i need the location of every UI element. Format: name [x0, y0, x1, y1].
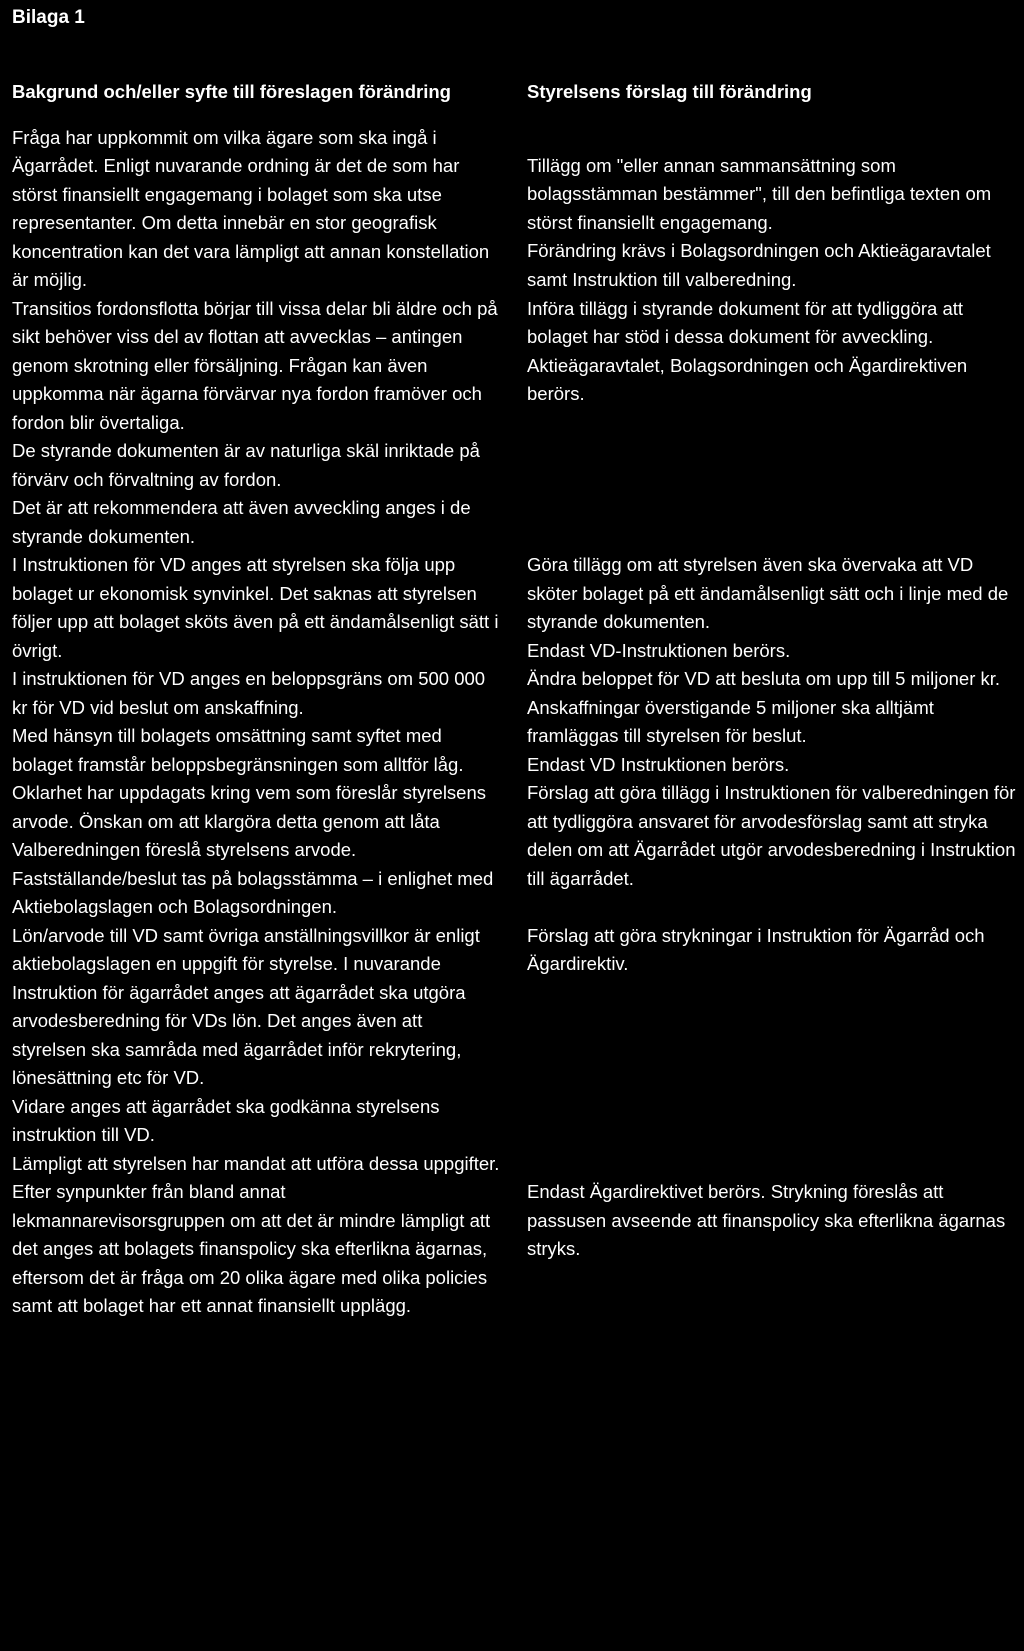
- background-paragraph: I Instruktionen för VD anges att styrelsen ska följa upp bolaget ur ekonomisk synvinkel. Det saknas att styrelsen följer upp att bolaget sköts även på ett ändamålsenligt sätt i övrigt.: [12, 554, 499, 661]
- proposal-paragraph: Aktieägaravtalet, Bolagsordningen och Ägardirektiven berörs.: [527, 354, 968, 404]
- proposal-paragraph: Införa tillägg i styrande dokument för att tydliggöra att bolaget har stöd i dessa dokument för avveckling.: [527, 297, 964, 347]
- proposal-paragraph: Förändring krävs i Bolagsordningen och Aktieägaravtalet samt Instruktion till valberedning.: [527, 240, 991, 290]
- background-paragraph: Lämpligt att styrelsen har mandat att utföra dessa uppgifter.: [12, 1152, 500, 1174]
- proposal-row: [527, 665, 1019, 779]
- background-paragraph: Transitios fordonsflotta börjar till vissa delar bli äldre och på sikt behöver viss del av flottan att avvecklas – antingen genom skrotning eller försäljning. Frågan kan även uppkomma när ägarna förvärvar nya fordon framöver och fordon blir övertaliga.: [12, 297, 498, 433]
- background-row: [12, 779, 500, 922]
- proposal-row: [527, 295, 1019, 409]
- proposal-paragraph: Endast VD Instruktionen berörs.: [527, 753, 790, 775]
- proposal-paragraph: Förslag att göra tillägg i Instruktionen för valberedningen för att tydliggöra ansvaret för arvodesförslag samt att stryka delen om att Ägarrådet utgör arvodesberedning i Instruktion till ägarrådet.: [527, 782, 1016, 889]
- proposal-row: [527, 922, 1019, 979]
- column-heading-background: Bakgrund och/eller syfte till föreslagen förändring: [12, 81, 451, 102]
- proposal-row: [527, 551, 1019, 665]
- background-paragraph: Oklarhet har uppdagats kring vem som föreslår styrelsens arvode. Önskan om att klargöra detta genom att låta Valberedningen föreslå styrelsens arvode. Fastställande/beslut tas på bolagsstämma – i enlighet med Aktiebolagslagen och Bolagsordningen.: [12, 782, 494, 917]
- background-paragraph: Med hänsyn till bolagets omsättning samt syftet med bolaget framstår beloppsbegränsningen som alltför låg.: [12, 725, 464, 775]
- proposal-paragraph: Förslag att göra strykningar i Instruktion för Ägarråd och Ägardirektiv.: [527, 924, 985, 974]
- background-rows: [12, 124, 500, 1321]
- background-row: [12, 1178, 500, 1321]
- background-row: [12, 124, 500, 295]
- proposal-row: [527, 152, 1019, 295]
- background-row: [12, 551, 500, 665]
- background-paragraph: Lön/arvode till VD samt övriga anställningsvillkor är enligt aktiebolagslagen en uppgift för styrelse. I nuvarande Instruktion för ägarrådet anges att ägarrådet ska utgöra arvodesberedning för VDs lön. Det anges även att styrelsen ska samråda med ägarrådet inför rekrytering, lönesättning etc för VD.: [12, 924, 480, 1088]
- background-row: [12, 922, 500, 1179]
- proposal-paragraph: Tillägg om "eller annan sammansättning som bolagsstämman bestämmer", till den befintliga texten om störst finansiellt engagemang.: [527, 154, 992, 233]
- proposal-rows: [527, 152, 1019, 1264]
- background-paragraph: Efter synpunkter från bland annat lekmannarevisorsgruppen om att det är mindre lämpligt att det anges att bolagets finanspolicy ska efterlikna ägarnas, eftersom det är fråga om 20 olika ägare med olika policies samt att bolaget har ett annat finansiellt upplägg.: [12, 1181, 491, 1316]
- proposal-paragraph: Endast Ägardirektivet berörs. Strykning föreslås att passusen avseende att finanspolicy ska efterlikna ägarnas stryks.: [527, 1181, 1006, 1259]
- background-paragraph: De styrande dokumenten är av naturliga skäl inriktade på förvärv och förvaltning av fordon.: [12, 440, 480, 490]
- proposal-paragraph: Ändra beloppet för VD att besluta om upp till 5 miljoner kr. Anskaffningar överstigande 5 miljoner ska alltjämt framläggas till styrelsen för beslut.: [527, 668, 1001, 746]
- background-row: [12, 295, 500, 552]
- background-paragraph: Fråga har uppkommit om vilka ägare som ska ingå i Ägarrådet. Enligt nuvarande ordning är det de som har störst finansiellt engagemang i bolaget som ska utse representanter. Om detta innebär en stor geografisk koncentration kan det vara lämpligt att annan konstellation är möjlig.: [12, 126, 490, 290]
- proposal-paragraph: Endast VD-Instruktionen berörs.: [527, 639, 791, 661]
- background-paragraph: I instruktionen för VD anges en beloppsgräns om 500 000 kr för VD vid beslut om anskaffning.: [12, 668, 486, 718]
- proposal-row: [527, 1178, 1019, 1264]
- proposal-row: [527, 779, 1019, 893]
- background-paragraph: Vidare anges att ägarrådet ska godkänna styrelsens instruktion till VD.: [12, 1095, 440, 1145]
- background-row: [12, 665, 500, 779]
- proposal-column: [527, 78, 1019, 1264]
- page-label: Bilaga 1: [12, 7, 85, 28]
- column-heading-proposal: Styrelsens förslag till förändring: [527, 81, 812, 102]
- background-column: [12, 78, 500, 1321]
- proposal-paragraph: Göra tillägg om att styrelsen även ska övervaka att VD sköter bolaget på ett ändamålsenligt sätt och i linje med de styrande dokumenten.: [527, 554, 1009, 632]
- background-paragraph: Det är att rekommendera att även avveckling anges i de styrande dokumenten.: [12, 497, 471, 547]
